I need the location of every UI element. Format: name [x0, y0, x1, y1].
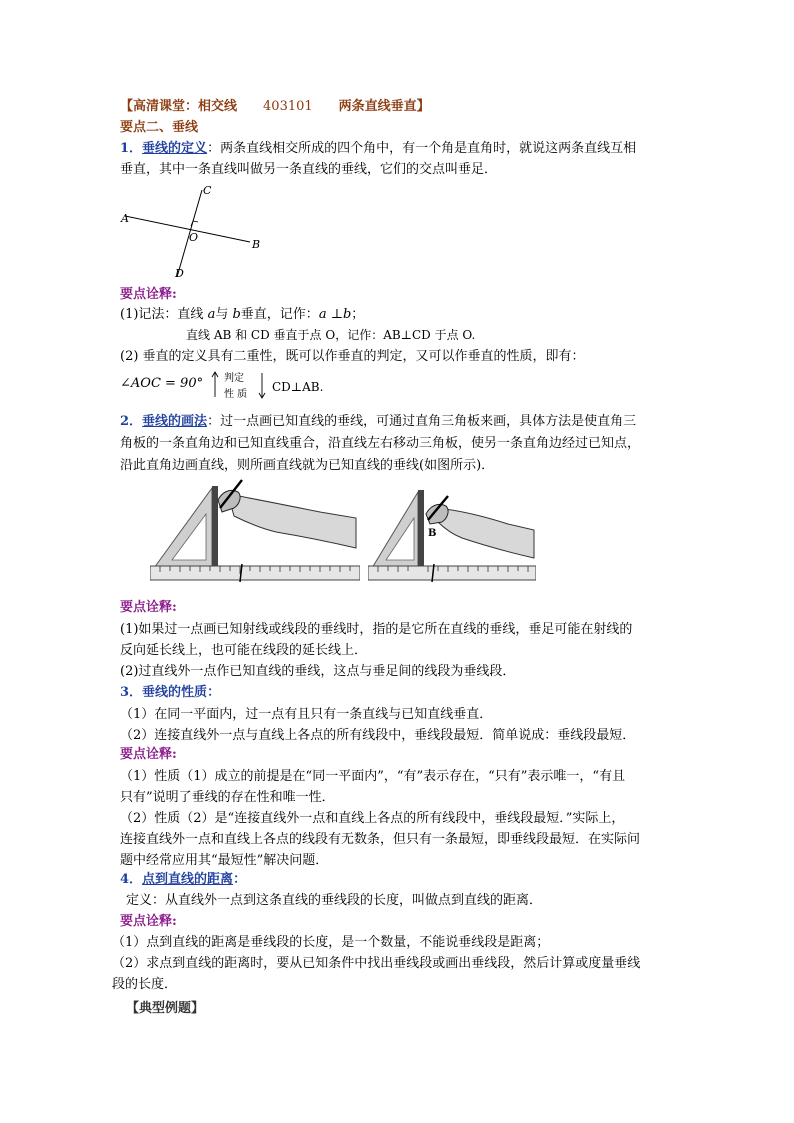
- n3-line5: 题中经常应用其“最短性”解决问题．: [120, 853, 329, 868]
- n3-line3: （2）性质（2）是“连接直线外一点和直线上各点的所有线段中，垂线段最短．”实际上，: [120, 811, 625, 826]
- label-a: A: [121, 212, 129, 225]
- p3-line1: （1）在同一平面内，过一点有且只有一条直线与已知直线垂直．: [120, 707, 493, 722]
- note-label-1: 要点诠释:: [120, 287, 177, 302]
- ruler-edge-left: [212, 486, 218, 568]
- figure-label-b: B: [428, 528, 437, 539]
- header-line: [120, 97, 430, 116]
- p4-num: 4．: [120, 872, 143, 887]
- p4-term: 点到直线的距离: [142, 872, 234, 887]
- p2-line1: [120, 412, 636, 431]
- var-b-2: b: [342, 307, 352, 322]
- p1-text1: ：两条直线相交所成的四个角中，有一个角是直角时，就说这两条直线互相: [207, 141, 637, 156]
- note-label-2: 要点诠释:: [120, 600, 177, 615]
- n4-line3: 段的长度．: [112, 977, 178, 992]
- n2-line3: (2)过直线外一点作已知直线的垂线，这点与垂足间的线段为垂线段．: [120, 664, 516, 679]
- n2-line1: (1)如果过一点画已知射线或线段的垂线时，指的是它所在直线的垂线，垂足可能在射线的: [120, 622, 633, 637]
- p1-line1: [120, 139, 636, 158]
- label-d: D: [175, 267, 184, 280]
- note-label-4: 要点诠释:: [120, 914, 177, 929]
- perpendicular-figure: [115, 180, 275, 280]
- n1-line2: 直线 AB 和 CD 垂直于点 O，记作：AB⊥CD 于点 O.: [186, 328, 476, 342]
- n1-line1: [120, 305, 364, 324]
- straightedge-right: [368, 566, 536, 580]
- line-ab: [125, 216, 250, 242]
- label-c: C: [203, 184, 212, 197]
- property-label: 性 质: [224, 389, 248, 400]
- straightedge-left: [150, 566, 360, 580]
- header-topic: 两条直线垂直: [338, 99, 417, 114]
- judge-label: 判定: [224, 373, 244, 384]
- p2-num: 2．: [120, 414, 143, 429]
- p3-term: 垂线的性质: [142, 685, 208, 700]
- label-b: B: [252, 238, 261, 251]
- n1-text-b: 与: [215, 307, 233, 322]
- n3-line1: （1）性质（1）成立的前提是在“同一平面内”，“有”表示存在，“只有”表示唯一，“有且: [120, 769, 626, 784]
- label-o: O: [189, 231, 199, 244]
- n1-text-c: 垂直，记作：: [240, 307, 319, 322]
- n4-line2: （2）求点到直线的距离时，要从已知条件中找出垂线段或画出垂线段，然后计算或度量垂线: [112, 956, 641, 971]
- n2-line2: 反向延长线上，也可能在线段的延长线上．: [120, 643, 368, 658]
- p4-definition: 定义：从直线外一点到这条直线的垂线段的长度，叫做点到直线的距离．: [126, 893, 543, 908]
- p3-heading: [120, 683, 220, 702]
- p3-colon: ：: [207, 685, 221, 700]
- bidirectional-arrows: [210, 369, 270, 403]
- n3-line4: 连接直线外一点和直线上各点的线段有无数条，但只有一条最短，即垂线段最短．在实际问: [120, 832, 641, 847]
- n1-text-a: (1)记法：直线: [120, 307, 208, 322]
- header-bracket-open: 【: [120, 99, 134, 114]
- var-a-2: a: [318, 307, 327, 322]
- drawing-figure-left: [150, 478, 360, 586]
- p3-num: 3．: [120, 685, 143, 700]
- p4-colon: ：: [233, 872, 247, 887]
- equation-line: [120, 374, 203, 393]
- n1-line3: (2) 垂直的定义具有二重性，既可以作垂直的判定，又可以作垂直的性质，即有：: [120, 349, 585, 364]
- drawing-figure-right: [368, 478, 536, 586]
- header-bracket-close: 】: [416, 99, 430, 114]
- n4-line1: （1）点到直线的距离是垂线段的长度，是一个数量，不能说垂线段是距离；: [112, 935, 550, 950]
- p2-term: 垂线的画法: [142, 414, 208, 429]
- p1-num: 1．: [120, 141, 143, 156]
- note-label-3: 要点诠释:: [120, 747, 177, 762]
- ruler-edge-right: [418, 490, 424, 568]
- var-b: b: [232, 307, 241, 322]
- p3-line2: （2）连接直线外一点与直线上各点的所有线段中，垂线段最短．简单说成：垂线段最短．: [120, 728, 636, 743]
- n3-line2: 只有”说明了垂线的存在性和唯一性．: [120, 790, 335, 805]
- var-a: a: [207, 307, 216, 322]
- p2-line2: 角板的一条直角边和已知直线重合，沿直线左右移动三角板，使另一条直角边经过已知点，: [120, 436, 641, 451]
- p2-line3: 沿此直角边画直线，则所画直线就为已知直线的垂线(如图所示)．: [120, 458, 495, 473]
- section-title: 要点二、垂线: [120, 120, 199, 135]
- relation-text: CD⊥AB.: [272, 380, 324, 394]
- p1-term: 垂线的定义: [142, 141, 208, 156]
- header-course: 高清课堂：相交线: [133, 99, 238, 114]
- p2-text1: ：过一点画已知直线的垂线，可通过直角三角板来画，具体方法是使直角三: [207, 414, 637, 429]
- p1-line2: 垂直，其中一条直线叫做另一条直线的垂线，它们的交点叫垂足．: [120, 162, 498, 177]
- angle-expr: ∠AOC = 90°: [120, 376, 204, 391]
- n1-text-d: ；: [351, 307, 365, 322]
- header-code: 403101: [263, 99, 313, 114]
- examples-heading: 【典型例题】: [126, 1001, 205, 1016]
- perp-symbol: ⊥: [326, 307, 343, 322]
- p4-heading: [120, 870, 246, 889]
